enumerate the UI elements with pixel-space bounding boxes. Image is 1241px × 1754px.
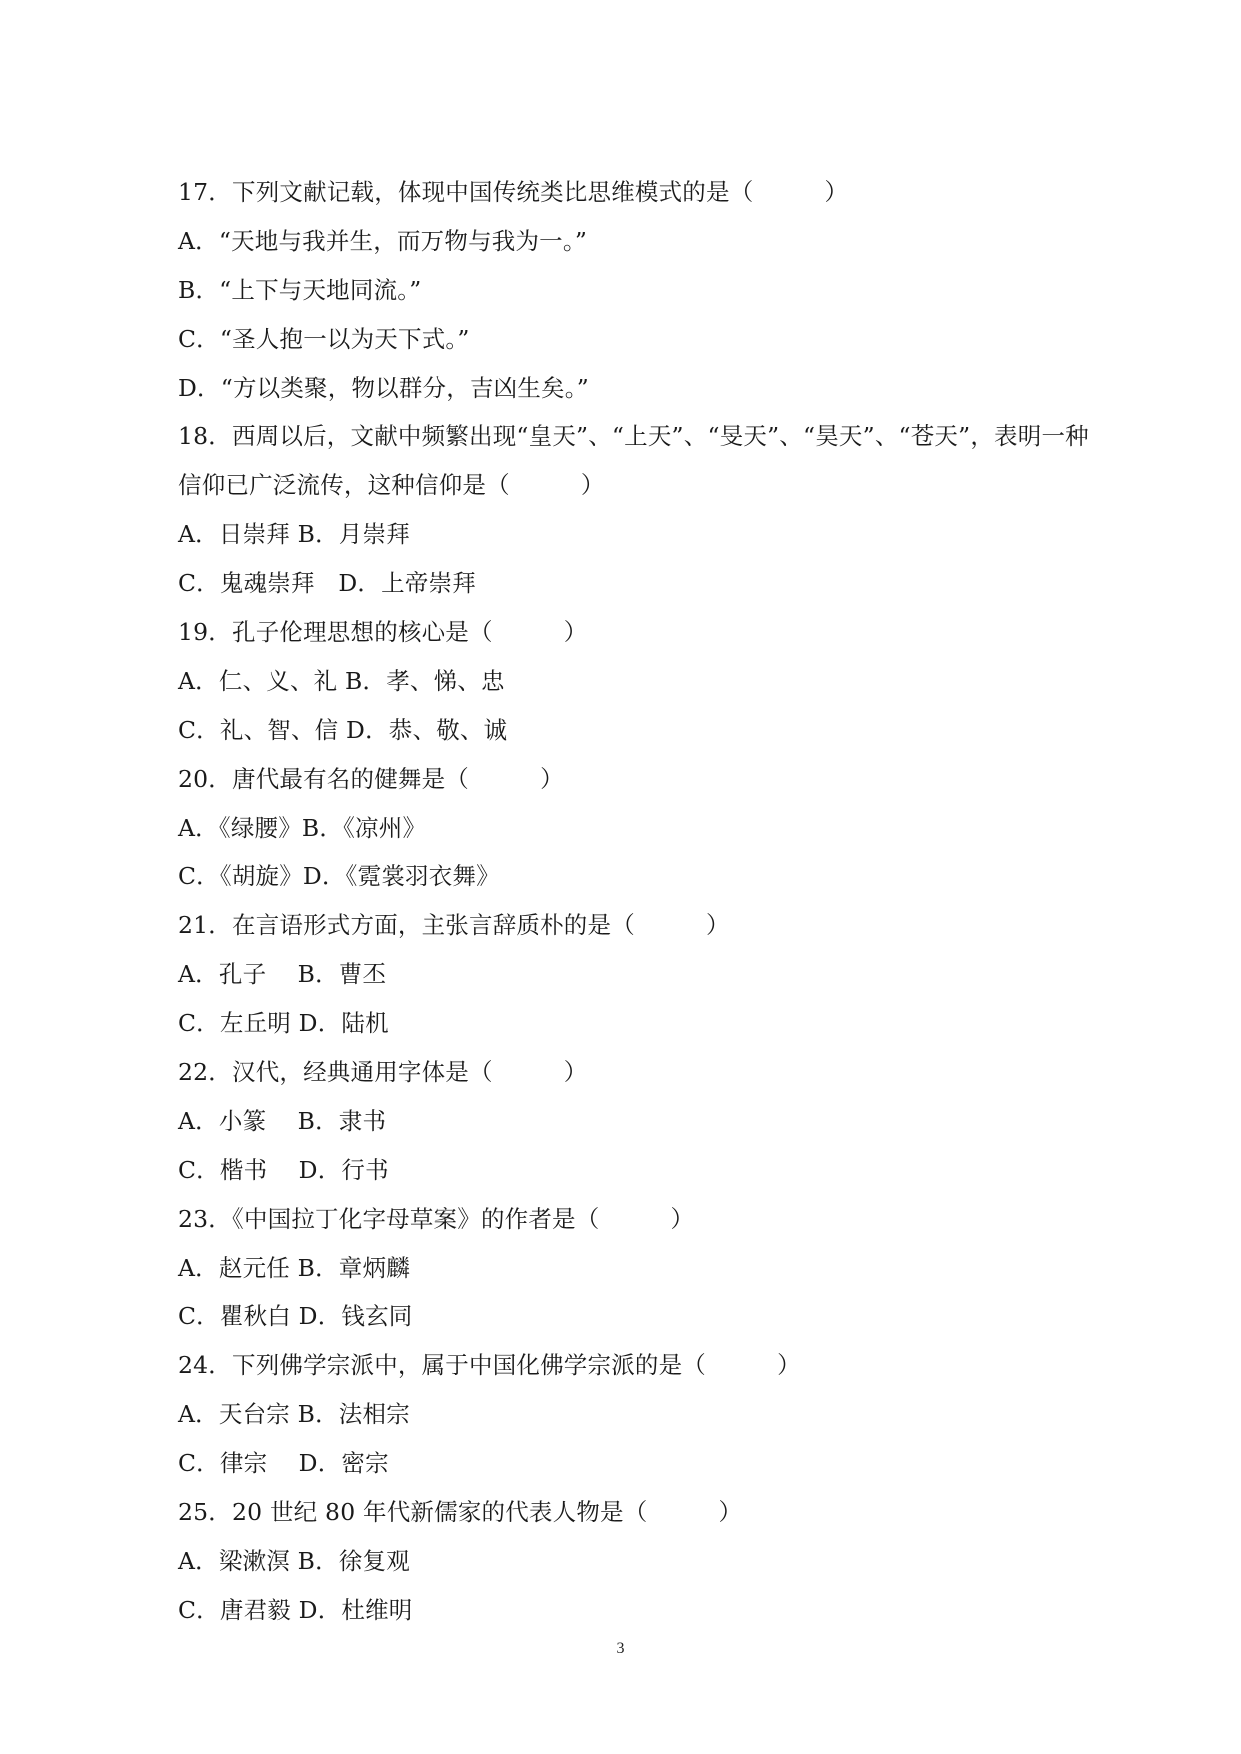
question-24-options-cd: C．律宗 D．密宗 xyxy=(178,1449,389,1478)
question-list xyxy=(178,168,1138,1635)
question-17-option-d: D．“方以类聚，物以群分，吉凶生矣。” xyxy=(178,373,589,402)
question-18-options-cd: C．鬼魂崇拜 D．上帝崇拜 xyxy=(178,569,476,598)
question-20-stem: 20．唐代最有名的健舞是（ ） xyxy=(178,764,564,793)
question-20-options-ab: A．《绿腰》B．《凉州》 xyxy=(178,813,427,842)
question-24-stem: 24．下列佛学宗派中，属于中国化佛学宗派的是（ ） xyxy=(178,1351,801,1380)
question-18-stem-continued: 信仰已广泛流传，这种信仰是（ ） xyxy=(178,471,605,500)
question-17-option-c: C．“圣人抱一以为天下式。” xyxy=(178,324,470,353)
question-17-option-a: A．“天地与我并生，而万物与我为一。” xyxy=(178,226,588,255)
question-21-options-cd: C．左丘明 D．陆机 xyxy=(178,1009,389,1038)
question-25-stem: 25．20 世纪 80 年代新儒家的代表人物是（ ） xyxy=(178,1498,743,1527)
question-25-options-cd: C．唐君毅 D．杜维明 xyxy=(178,1595,413,1624)
question-23-stem: 23．《中国拉丁化字母草案》的作者是（ ） xyxy=(178,1204,695,1233)
question-17-stem: 17．下列文献记载，体现中国传统类比思维模式的是（ ） xyxy=(178,178,849,206)
question-18-options-ab: A．日崇拜 B．月崇拜 xyxy=(178,520,410,549)
question-21-stem: 21．在言语形式方面，主张言辞质朴的是（ ） xyxy=(178,911,730,940)
question-21-options-ab: A．孔子 B．曹丕 xyxy=(178,960,387,989)
question-23-options-cd: C．瞿秋白 D．钱玄同 xyxy=(178,1302,413,1331)
page-number: 3 xyxy=(616,1640,625,1657)
question-17-option-b: B．“上下与天地同流。” xyxy=(178,275,422,304)
question-19-options-ab: A．仁、义、礼 B．孝、悌、忠 xyxy=(178,666,505,695)
question-22-options-ab: A．小篆 B．隶书 xyxy=(178,1106,387,1135)
question-18-stem: 18．西周以后，文献中频繁出现“皇天”、“上天”、“旻天”、“昊天”、“苍天”，表明一种 xyxy=(178,422,1089,451)
question-19-options-cd: C．礼、智、信 D．恭、敬、诚 xyxy=(178,715,508,744)
question-22-options-cd: C．楷书 D．行书 xyxy=(178,1155,389,1184)
question-25-options-ab: A．梁漱溟 B．徐复观 xyxy=(178,1546,410,1575)
question-24-options-ab: A．天台宗 B．法相宗 xyxy=(178,1400,410,1429)
question-22-stem: 22．汉代，经典通用字体是（ ） xyxy=(178,1058,588,1087)
question-23-options-ab: A．赵元任 B．章炳麟 xyxy=(178,1253,410,1282)
question-19-stem: 19．孔子伦理思想的核心是（ ） xyxy=(178,618,588,647)
question-20-options-cd: C．《胡旋》D．《霓裳羽衣舞》 xyxy=(178,862,500,891)
